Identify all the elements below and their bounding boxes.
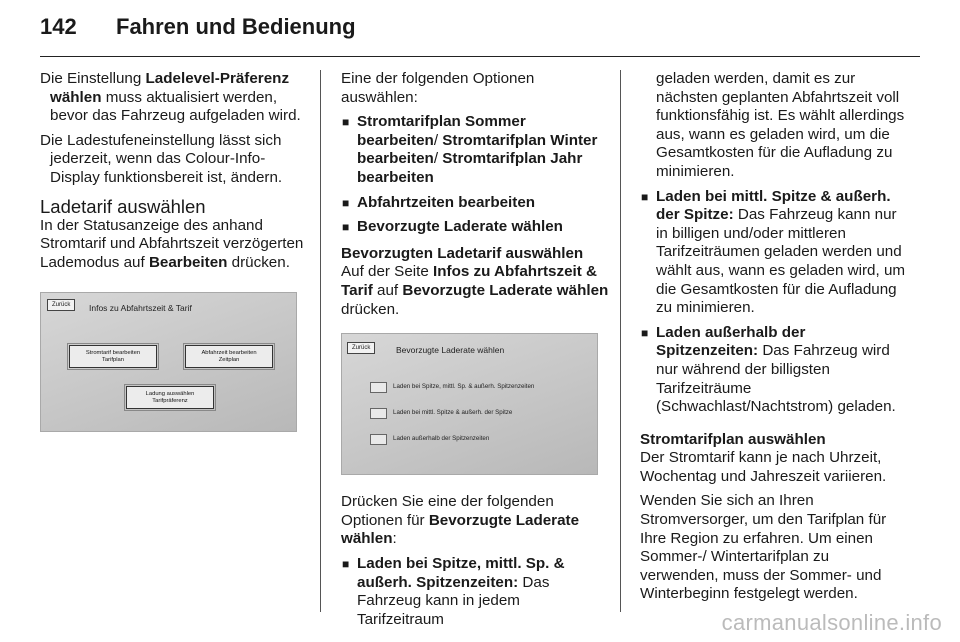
option-mid-offpeak[interactable]: Laden bei mittl. Spitze & außerh. der Spitze (370, 404, 512, 423)
option-peak-all[interactable]: Laden bei Spitze, mittl. Sp. & außerh. Spitzenzeiten (370, 378, 534, 397)
screen-title: Bevorzugte Laderate wählen (396, 345, 505, 356)
page-number: 142 (40, 14, 77, 39)
screenshot-tarif-info (40, 292, 297, 432)
bullet-peak-all: ■ Laden bei Spitze, mittl. Sp. & außerh. Spitzenzeiten: Das Fahrzeug kann in jedem Tarifzeitraum (342, 554, 565, 628)
option-offpeak[interactable]: Laden außerhalb der Spitzenzeiten (370, 430, 489, 449)
column-divider-2 (620, 70, 621, 612)
paragraph-preferred-tariff: Auf der Seite Infos zu Abfahrtszeit & Tarif auf Bevorzugte Laderate wählen drücken. (341, 263, 609, 318)
column-1 (40, 70, 310, 432)
bullet-offpeak: ■ Laden außerhalb der Spitzenzeiten: Das Fahrzeug wird nur während der billigsten Tarifzeiträume (Schwachlast/Nachtstrom) geladen. (641, 323, 896, 416)
page-header (40, 14, 356, 50)
subheading-preferred-tariff: Bevorzugten Ladetarif auswählen (341, 244, 584, 262)
bullet-square-icon: ■ (342, 115, 350, 130)
paragraph-options-intro: Eine der folgenden Optionen auswählen: (341, 70, 535, 106)
back-button[interactable]: Zurück (47, 299, 75, 311)
option-checkbox[interactable] (370, 434, 387, 445)
watermark: carmanualsonline.info (721, 610, 942, 635)
bullet-square-icon: ■ (641, 325, 649, 340)
section-heading-ladetarif: Ladetarif auswählen (40, 195, 206, 217)
bullet-square-icon: ■ (342, 195, 350, 210)
screen-title: Infos zu Abfahrtszeit & Tarif (89, 303, 192, 314)
paragraph-continued: geladen werden, damit es zur nächsten geplanten Abfahrtszeit voll funktionsfähig ist. Es wählt allerdings aus, wann es geladen wird, um die Gesamtkosten für die Aufladung zu minimieren. (656, 70, 905, 180)
chapter-title: Fahren und Bedienung (116, 14, 356, 39)
bullet-square-icon: ■ (342, 220, 350, 235)
bullet-tariff-plans: ■ Stromtarifplan Sommer bearbeiten/ Stromtarifplan Winter bearbeiten/ Stromtarifplan Jahr bearbeiten (342, 113, 598, 186)
column-3 (640, 70, 906, 610)
paragraph-statusanzeige: In der Statusanzeige des anhand Stromtarif und Abfahrtszeit verzögerten Lademodus auf Bearbeiten drücken. (40, 216, 304, 271)
option-checkbox[interactable] (370, 408, 387, 419)
column-divider-1 (320, 70, 321, 612)
paragraph-ladelevel: Die Einstellung Ladelevel-Präferenz wählen muss aktualisiert werden, bevor das Fahrzeug aufgeladen wird. (40, 70, 301, 125)
bullet-mid-offpeak: ■ Laden bei mittl. Spitze & außerh. der Spitze: Das Fahrzeug kann nur in billigen und/oder mittleren Tarifzeiträumen geladen werden und wählt aus, wann es geladen wird, um die Gesamtkosten für die Aufladung zu minimieren. (641, 187, 906, 317)
bullet-square-icon: ■ (342, 556, 350, 571)
subheading-tariff-plan: Stromtarifplan auswählen (640, 430, 826, 448)
bullet-preferred-rate: ■ Bevorzugte Laderate wählen (342, 218, 563, 236)
paragraph-tariff-varies: Der Stromtarif kann je nach Uhrzeit, Wochentag und Jahreszeit variieren. (640, 449, 887, 485)
edit-tariff-button[interactable]: Stromtarif bearbeiten Tarifplan (69, 345, 157, 368)
screenshot-preferred-rate (341, 333, 598, 475)
back-button[interactable]: Zurück (347, 342, 375, 354)
option-checkbox[interactable] (370, 382, 387, 393)
paragraph-contact-supplier: Wenden Sie sich an Ihren Stromversorger, um den Tarifplan für Ihre Region zu erfahren. Um einen Sommer-/ Wintertarifplan zu verwenden, muss der Sommer- und Winterbeginn festgelegt werden. (640, 492, 887, 603)
bullet-departure-times: ■ Abfahrtzeiten bearbeiten (342, 193, 536, 211)
paragraph-ladestufe: Die Ladestufeneinstellung lässt sich jederzeit, wenn das Colour-Info-Display funktionsbereit ist, ändern. (40, 131, 283, 186)
paragraph-press-option: Drücken Sie eine der folgenden Optionen für Bevorzugte Laderate wählen: (341, 493, 580, 548)
edit-departure-button[interactable]: Abfahrzeit bearbeiten Zeitplan (185, 345, 273, 368)
column-2 (341, 70, 609, 635)
header-rule (40, 56, 920, 57)
bullet-square-icon: ■ (641, 189, 649, 204)
select-charge-preference-button[interactable]: Ladung auswählen Tarifpräferenz (126, 386, 214, 409)
